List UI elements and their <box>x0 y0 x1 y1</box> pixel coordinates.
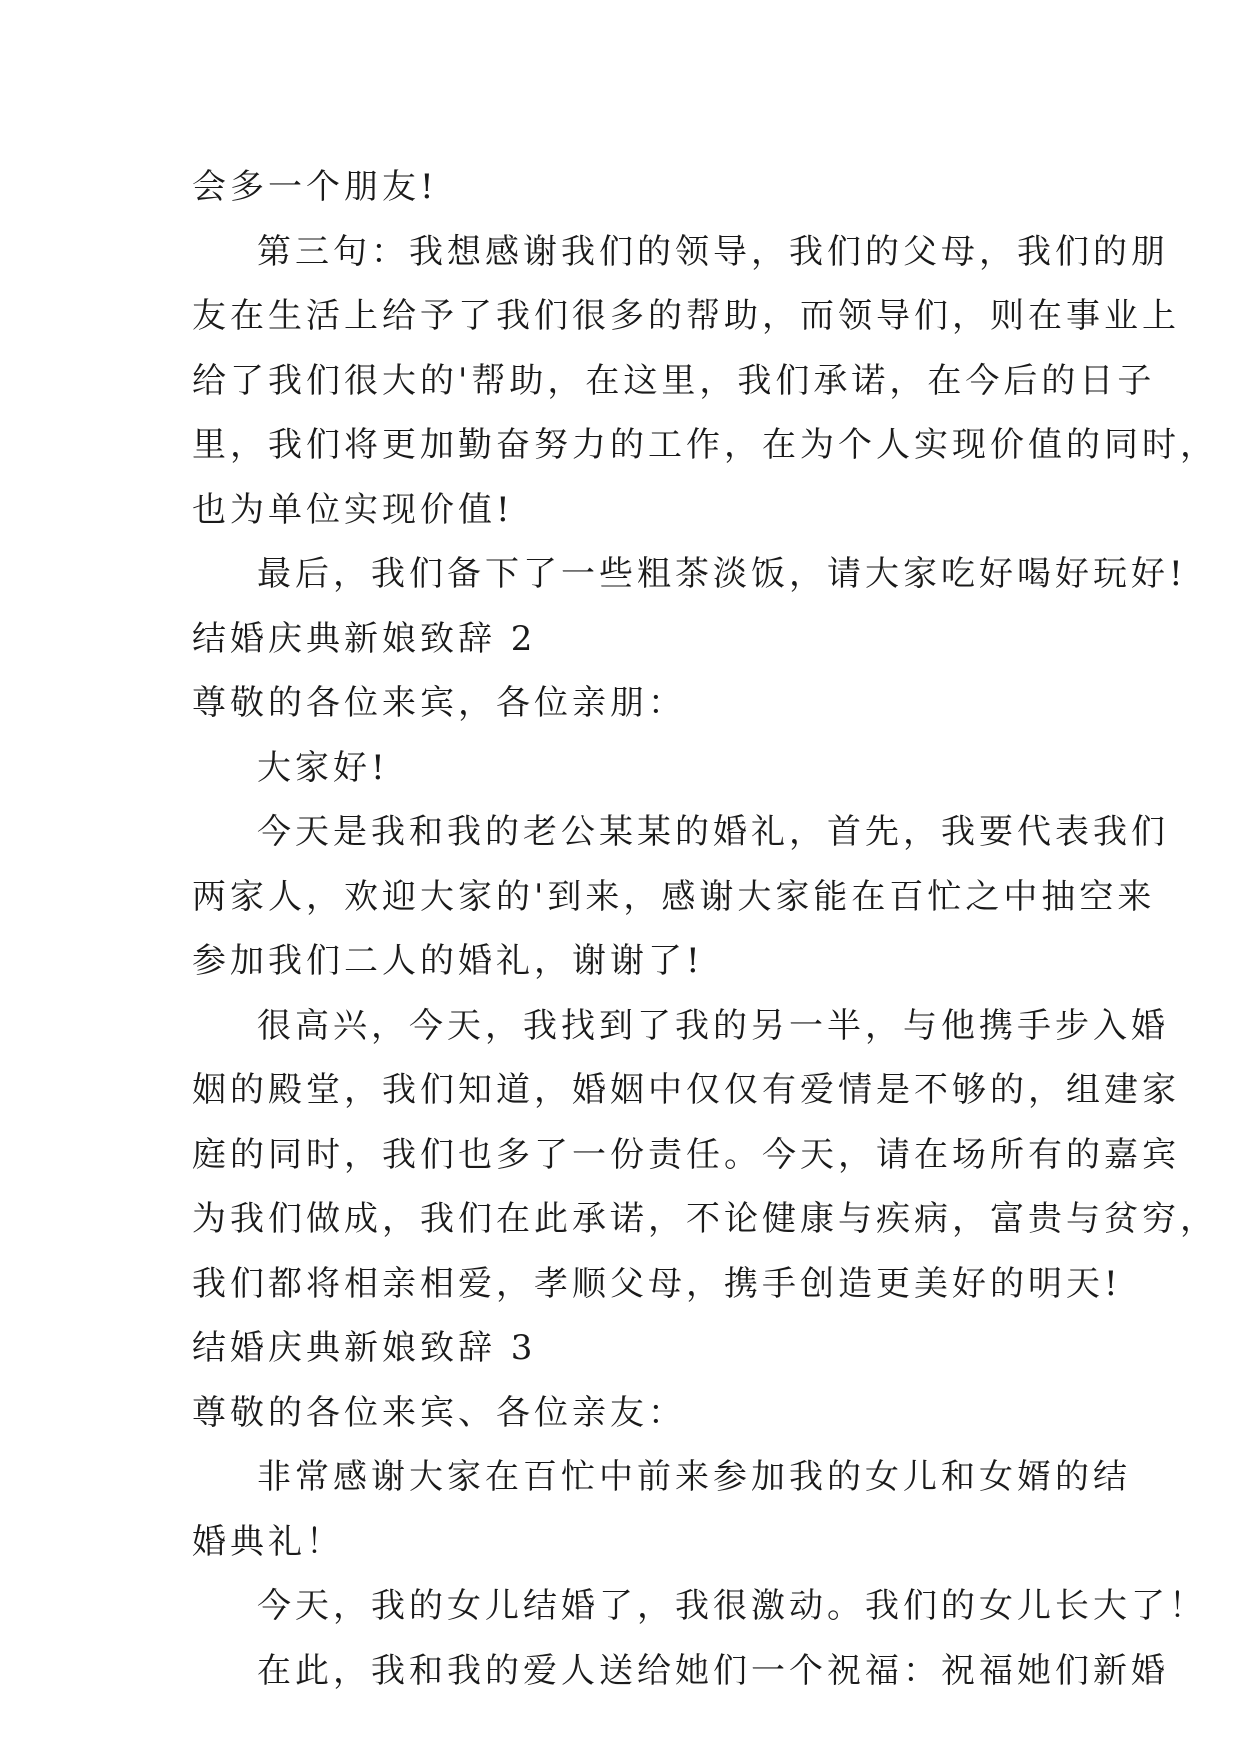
text-line: 为我们做成，我们在此承诺，不论健康与疾病，富贵与贫穷， <box>192 1199 1218 1239</box>
text-line: 第三句：我想感谢我们的领导，我们的父母，我们的朋 <box>257 231 1169 272</box>
text-line: 很高兴，今天，我找到了我的另一半，与他携手步入婚 <box>257 1005 1169 1046</box>
text-line: 我们都将相亲相爱，孝顺父母，携手创造更美好的明天! <box>192 1263 1122 1304</box>
salutation: 尊敬的各位来宾，各位亲朋： <box>192 683 686 723</box>
text-line: 参加我们二人的婚礼，谢谢了! <box>192 941 704 981</box>
text-line: 庭的同时，我们也多了一份责任。今天，请在场所有的嘉宾 <box>192 1134 1180 1175</box>
text-line: 最后，我们备下了一些粗茶淡饭，请大家吃好喝好玩好! <box>257 554 1187 594</box>
text-line: 两家人，欢迎大家的'到来，感谢大家能在百忙之中抽空来 <box>192 876 1156 917</box>
text-line: 今天，我的女儿结婚了，我很激动。我们的女儿长大了！ <box>257 1586 1207 1626</box>
text-line: 姻的殿堂，我们知道，婚姻中仅仅有爱情是不够的，组建家 <box>192 1070 1180 1110</box>
text-line: 大家好! <box>257 747 389 788</box>
salutation: 尊敬的各位来宾、各位亲友： <box>192 1392 686 1433</box>
document-body <box>192 155 1218 1703</box>
text-line: 也为单位实现价值! <box>192 489 514 530</box>
text-line: 婚典礼！ <box>192 1521 344 1562</box>
text-line: 非常感谢大家在百忙中前来参加我的女儿和女婿的结 <box>257 1457 1131 1497</box>
section-heading: 结婚庆典新娘致辞 2 <box>192 618 537 659</box>
text-line: 在此，我和我的爱人送给她们一个祝福：祝福她们新婚 <box>257 1650 1169 1691</box>
text-line: 给了我们很大的'帮助，在这里，我们承诺，在今后的日子 <box>192 360 1156 401</box>
text-line: 里，我们将更加勤奋努力的工作，在为个人实现价值的同时， <box>192 425 1218 465</box>
section-heading: 结婚庆典新娘致辞 3 <box>192 1328 537 1368</box>
text-line: 会多一个朋友! <box>192 167 438 207</box>
text-line: 友在生活上给予了我们很多的帮助，而领导们，则在事业上 <box>192 296 1180 336</box>
text-line: 今天是我和我的老公某某的婚礼，首先，我要代表我们 <box>257 812 1169 852</box>
